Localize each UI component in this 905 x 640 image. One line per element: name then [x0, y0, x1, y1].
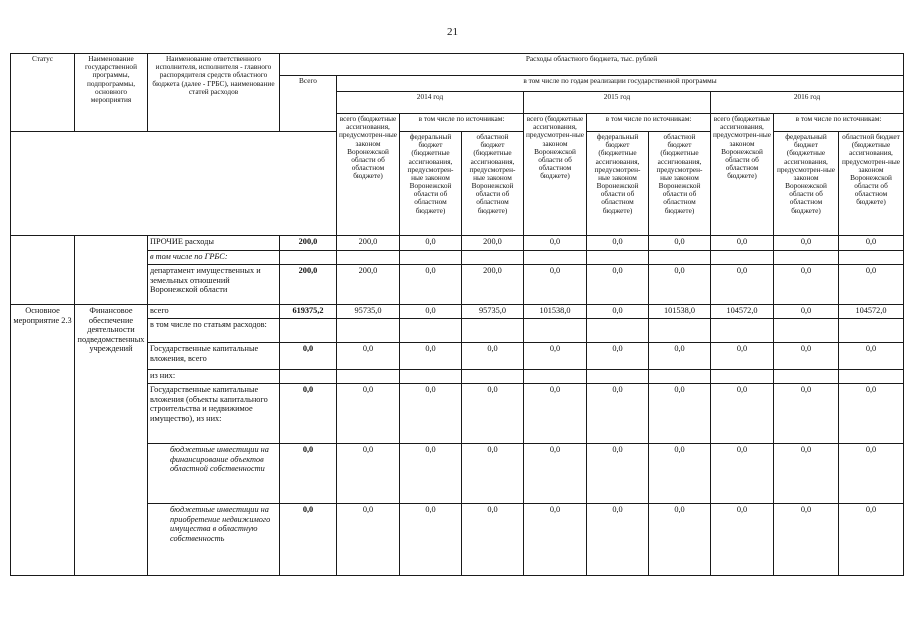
program-cell: [75, 236, 148, 305]
program-cell: Финансовое обеспечение деятельности подведомственных учреждений: [75, 305, 148, 576]
value-2015-federal: 0,0: [587, 343, 649, 370]
expense-name: ПРОЧИЕ расходы: [148, 236, 280, 251]
value-2015-regional: 0,0: [649, 343, 711, 370]
value-2014-regional: 200,0: [462, 236, 524, 251]
header-year-total: всего (бюджетные ассигнования, предусмотрен-ные законом Воронежской области об областном бюджете): [711, 114, 774, 236]
value-2015-federal: 0,0: [587, 236, 649, 251]
header-year-2014: 2014 год: [337, 92, 524, 114]
header-year-2015: 2015 год: [524, 92, 711, 114]
header-federal: федеральный бюджет (бюджетные ассигнования, предусмотрен-ные законом Воронежской области об областном бюджете): [587, 132, 649, 236]
value-2015-regional: 101538,0: [649, 305, 711, 319]
expense-name: бюджетные инвестиции на приобретение недвижимого имущества в областную собственность: [148, 504, 280, 576]
value-2014-total: 0,0: [337, 444, 400, 504]
value-2015-federal: 0,0: [587, 265, 649, 305]
value-2015-total: 0,0: [524, 504, 587, 576]
value-2014-total: 200,0: [337, 265, 400, 305]
header-year-total: всего (бюджетные ассигнования, предусмотрен-ные законом Воронежской области об областном бюджете): [337, 114, 400, 236]
total-value: 0,0: [280, 504, 337, 576]
value-2015-federal: 0,0: [587, 384, 649, 444]
expense-name: из них:: [148, 370, 280, 384]
expense-name: Государственные капитальные вложения (объекты капитального строительства и недвижимое имущество), из них:: [148, 384, 280, 444]
expense-name: в том числе по ГРБС:: [148, 251, 280, 265]
value-2016-federal: 0,0: [774, 236, 839, 251]
value-2015-federal: 0,0: [587, 305, 649, 319]
header-regional: областной бюджет (бюджетные ассигнования, предусмотрен-ные законом Воронежской области об областном бюджете): [649, 132, 711, 236]
value-2015-regional: 0,0: [649, 444, 711, 504]
value-2014-federal: 0,0: [400, 343, 462, 370]
value-2015-regional: 0,0: [649, 384, 711, 444]
value-2016-regional: 0,0: [839, 265, 904, 305]
expense-name: бюджетные инвестиции на финансирование объектов областной собственности: [148, 444, 280, 504]
value-2016-regional: 0,0: [839, 444, 904, 504]
header-by-sources: в том числе по источникам:: [587, 114, 711, 132]
header-federal: федеральный бюджет (бюджетные ассигнования, предусмотрен-ные законом Воронежской области об областном бюджете): [774, 132, 839, 236]
header-program-name: Наименование государственной программы, подпрограммы, основного мероприятия: [75, 54, 148, 132]
page-number: 21: [447, 26, 458, 38]
value-2015-federal: 0,0: [587, 504, 649, 576]
value-2016-regional: 0,0: [839, 384, 904, 444]
value-2014-total: 200,0: [337, 236, 400, 251]
total-value: 0,0: [280, 384, 337, 444]
value-2016-federal: 0,0: [774, 305, 839, 319]
table-row: [11, 236, 904, 251]
expense-name: Государственные капитальные вложения, всего: [148, 343, 280, 370]
value-2016-federal: 0,0: [774, 265, 839, 305]
total-value: 200,0: [280, 236, 337, 251]
value-2015-total: 0,0: [524, 236, 587, 251]
value-2014-total: 95735,0: [337, 305, 400, 319]
value-2016-federal: 0,0: [774, 504, 839, 576]
value-2014-total: 0,0: [337, 343, 400, 370]
header-federal: федеральный бюджет (бюджетные ассигнования, предусмотрен-ные законом Воронежской области об областном бюджете): [400, 132, 462, 236]
header-by-years: в том числе по годам реализации государственной программы: [337, 76, 904, 92]
header-by-sources: в том числе по источникам:: [774, 114, 904, 132]
status-cell: [11, 236, 75, 305]
value-2015-regional: 0,0: [649, 236, 711, 251]
header-by-sources: в том числе по источникам:: [400, 114, 524, 132]
status-cell: Основное мероприятие 2.3: [11, 305, 75, 576]
value-2014-regional: 200,0: [462, 265, 524, 305]
value-2016-total: 0,0: [711, 384, 774, 444]
value-2016-total: 0,0: [711, 265, 774, 305]
header-blank: [11, 132, 337, 236]
value-2016-federal: 0,0: [774, 444, 839, 504]
budget-table: [10, 53, 904, 576]
header-total: Всего: [280, 76, 337, 132]
header-year-2016: 2016 год: [711, 92, 904, 114]
total-value: 619375,2: [280, 305, 337, 319]
expense-name: департамент имущественных и земельных отношений Воронежской области: [148, 265, 280, 305]
value-2014-federal: 0,0: [400, 504, 462, 576]
value-2016-regional: 0,0: [839, 343, 904, 370]
value-2016-total: 0,0: [711, 504, 774, 576]
value-2014-federal: 0,0: [400, 236, 462, 251]
value-2016-total: 104572,0: [711, 305, 774, 319]
value-2014-federal: 0,0: [400, 305, 462, 319]
value-2015-federal: 0,0: [587, 444, 649, 504]
value-2015-total: 0,0: [524, 343, 587, 370]
value-2015-total: 0,0: [524, 265, 587, 305]
header-year-total: всего (бюджетные ассигнования, предусмотрен-ные законом Воронежской области об областном бюджете): [524, 114, 587, 236]
value-2016-federal: 0,0: [774, 384, 839, 444]
value-2016-total: 0,0: [711, 343, 774, 370]
value-2015-regional: 0,0: [649, 504, 711, 576]
value-2016-regional: 104572,0: [839, 305, 904, 319]
value-2014-regional: 0,0: [462, 384, 524, 444]
header-regional: областной бюджет (бюджетные ассигнования, предусмотрен-ные законом Воронежской области об областном бюджете): [462, 132, 524, 236]
value-2014-federal: 0,0: [400, 265, 462, 305]
value-2014-regional: 95735,0: [462, 305, 524, 319]
value-2014-regional: 0,0: [462, 504, 524, 576]
total-value: 200,0: [280, 265, 337, 305]
value-2016-regional: 0,0: [839, 236, 904, 251]
expense-name: всего: [148, 305, 280, 319]
value-2015-total: 0,0: [524, 384, 587, 444]
header-status: Статус: [11, 54, 75, 132]
value-2015-regional: 0,0: [649, 265, 711, 305]
header-expenses: Расходы областного бюджета, тыс. рублей: [280, 54, 904, 76]
value-2015-total: 0,0: [524, 444, 587, 504]
expense-name: в том числе по статьям расходов:: [148, 319, 280, 343]
value-2016-total: 0,0: [711, 236, 774, 251]
table-row: [11, 305, 904, 319]
header-regional: областной бюджет (бюджетные ассигнования, предусмотрен-ные законом Воронежской области об областном бюджете): [839, 132, 904, 236]
value-2014-total: 0,0: [337, 504, 400, 576]
value-2014-total: 0,0: [337, 384, 400, 444]
total-value: 0,0: [280, 343, 337, 370]
value-2014-regional: 0,0: [462, 444, 524, 504]
value-2014-regional: 0,0: [462, 343, 524, 370]
value-2015-total: 101538,0: [524, 305, 587, 319]
value-2016-federal: 0,0: [774, 343, 839, 370]
value-2014-federal: 0,0: [400, 384, 462, 444]
header-executor: Наименование ответственного исполнителя, исполнителя - главного распорядителя средств областного бюджета (далее - ГРБС), наименование статей расходов: [148, 54, 280, 132]
value-2014-federal: 0,0: [400, 444, 462, 504]
total-value: 0,0: [280, 444, 337, 504]
value-2016-total: 0,0: [711, 444, 774, 504]
value-2016-regional: 0,0: [839, 504, 904, 576]
